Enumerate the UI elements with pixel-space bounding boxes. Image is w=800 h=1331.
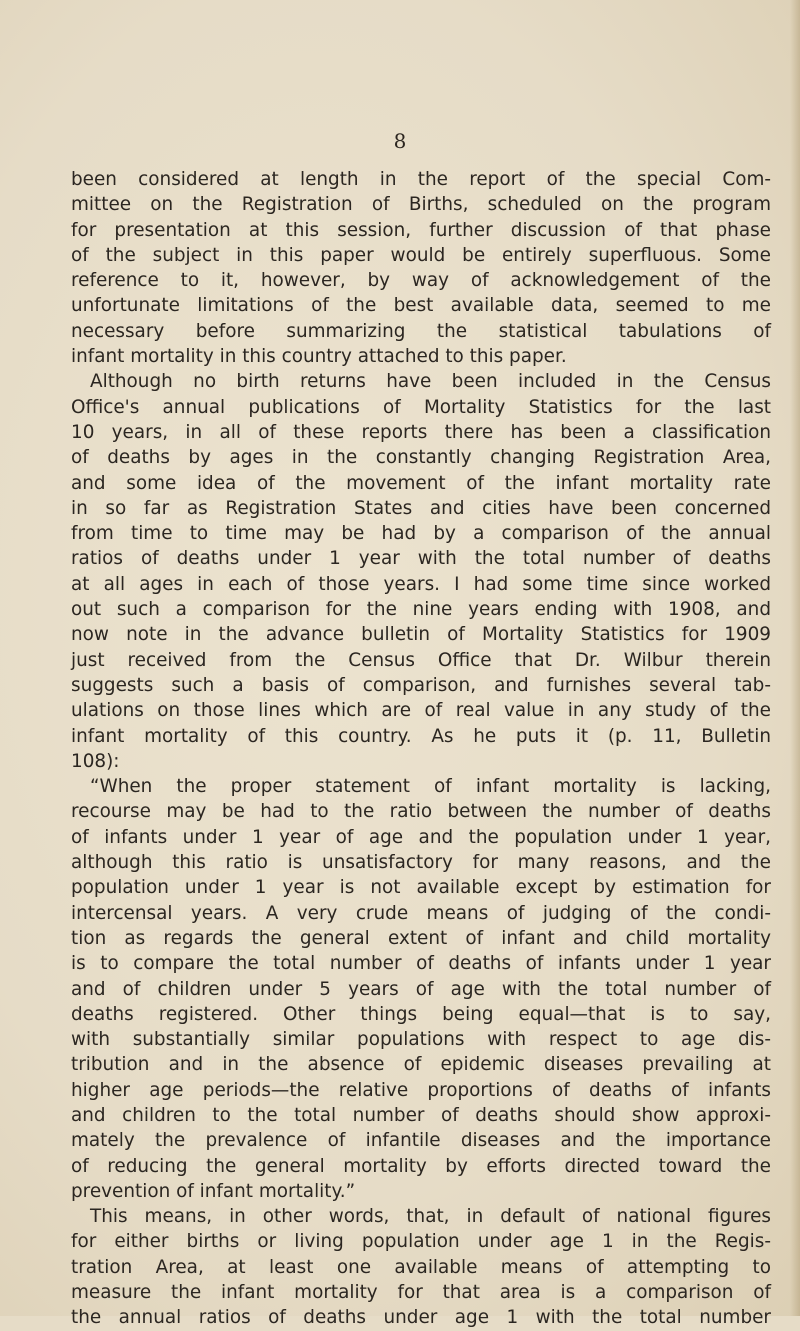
text-line: for either births or living population under age 1 in the Regis- [71,1231,771,1253]
text-line: from time to time may be had by a comparison of the annual [71,523,771,545]
body-text [71,167,771,1331]
text-line: 108): [71,750,120,772]
text-line: unfortunate limitations of the best available data, seemed to me [71,295,771,317]
text-line: ulations on those lines which are of real value in any study of the [71,700,771,722]
text-line: tration Area, at least one available means of attempting to [71,1256,771,1278]
text-line: and children to the total number of deaths should show approxi- [71,1104,771,1126]
text-line: of the subject in this paper would be entirely superfluous. Some [71,244,771,266]
text-line: of infants under 1 year of age and the population under 1 year, [71,826,771,848]
text-line: measure the infant mortality for that area is a comparison of [71,1282,771,1304]
text-line: is to compare the total number of deaths of infants under 1 year [71,953,771,975]
text-line: the annual ratios of deaths under age 1 with the total number [71,1307,771,1329]
text-line: mately the prevalence of infantile diseases and the importance [71,1130,771,1152]
text-line: suggests such a basis of comparison, and furnishes several tab- [71,674,771,696]
text-line: out such a comparison for the nine years ending with 1908, and [71,599,771,621]
text-line: of deaths by ages in the constantly changing Registration Area, [71,447,771,469]
text-line: and some idea of the movement of the infant mortality rate [71,472,771,494]
page-edge-shadow [790,0,800,1316]
text-line: infant mortality of this country. As he puts it (p. 11, Bulletin [71,725,771,747]
text-line: tribution and in the absence of epidemic diseases prevailing at [71,1054,771,1076]
text-line: higher age periods—the relative proportions of deaths of infants [71,1079,771,1101]
text-line: Although no birth returns have been included in the Census [90,371,771,393]
text-line: with substantially similar populations with respect to age dis- [71,1029,771,1051]
text-line: deaths registered. Other things being equal—that is to say, [71,1003,771,1025]
text-line: just received from the Census Office that Dr. Wilbur therein [71,649,771,671]
text-line: 10 years, in all of these reports there has been a classification [71,421,771,443]
text-line: reference to it, however, by way of acknowledgement of the [71,270,771,292]
text-line: “When the proper statement of infant mortality is lacking, [90,776,771,798]
text-line: prevention of infant mortality.” [71,1180,356,1202]
text-line: ratios of deaths under 1 year with the total number of deaths [71,548,771,570]
text-line: although this ratio is unsatisfactory for many reasons, and the [71,852,771,874]
text-line: intercensal years. A very crude means of judging of the condi- [71,902,771,924]
text-line: infant mortality in this country attached to this paper. [71,346,567,368]
text-line: now note in the advance bulletin of Mortality Statistics for 1909 [71,624,771,646]
text-line: been considered at length in the report of the special Com- [71,169,771,190]
text-line: at all ages in each of those years. I had some time since worked [71,573,771,595]
text-line: population under 1 year is not available except by estimation for [71,877,771,899]
page-number: 8 [393,129,407,153]
text-line: recourse may be had to the ratio between the number of deaths [71,801,771,823]
text-line: This means, in other words, that, in default of national figures [90,1206,771,1228]
text-line: for presentation at this session, further discussion of that phase [71,219,771,241]
text-line: tion as regards the general extent of infant and child mortality [71,927,771,949]
text-line: necessary before summarizing the statistical tabulations of [71,320,771,342]
text-line: and of children under 5 years of age with the total number of [71,978,771,1000]
text-line: mittee on the Registration of Births, scheduled on the program [71,194,771,216]
text-line: in so far as Registration States and cities have been concerned [71,497,771,519]
text-line: of reducing the general mortality by efforts directed toward the [71,1155,771,1177]
text-line: Office's annual publications of Mortality Statistics for the last [71,396,771,418]
